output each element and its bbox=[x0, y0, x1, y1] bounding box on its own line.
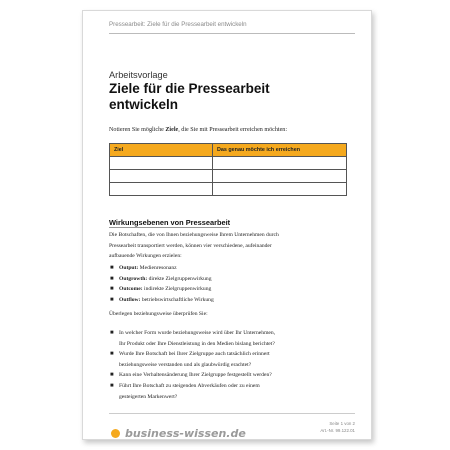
header-divider bbox=[109, 33, 355, 34]
goal-cell[interactable] bbox=[110, 170, 213, 183]
detail-cell[interactable] bbox=[213, 183, 347, 196]
intro-bold: Ziele bbox=[165, 127, 179, 133]
detail-cell[interactable] bbox=[213, 170, 347, 183]
effect-term: Output: bbox=[119, 265, 139, 271]
effect-desc: indirekte Zielgruppenwirkung bbox=[142, 286, 212, 293]
column-header-detail: Das genau möchte ich erreichen bbox=[213, 144, 347, 157]
effect-desc: direkte Zielgruppenwirkung bbox=[147, 275, 212, 282]
goal-cell[interactable] bbox=[110, 157, 213, 170]
column-header-goal: Ziel bbox=[110, 144, 213, 157]
goals-table-header bbox=[110, 144, 347, 157]
intro-text bbox=[109, 127, 287, 133]
running-header: Pressearbeit: Ziele für die Pressearbeit entwickeln bbox=[109, 21, 247, 28]
bullet-icon: ■ bbox=[110, 265, 114, 271]
page-meta bbox=[320, 420, 355, 434]
effect-term: Outgrowth: bbox=[119, 275, 148, 282]
question-line: Führt Ihre Botschaft zu steigenden Abverkäufen oder zu einem bbox=[119, 382, 260, 389]
brand-logo bbox=[111, 426, 246, 440]
title-line-1: Ziele für die Pressearbeit bbox=[109, 81, 270, 96]
table-row bbox=[110, 157, 347, 170]
list-item bbox=[109, 381, 345, 402]
effect-term: Outflow: bbox=[119, 296, 141, 303]
question-line: gesteigerten Markenwert? bbox=[119, 393, 178, 400]
intro-after: , die Sie mit Pressearbeit erreichen möchten: bbox=[178, 127, 288, 133]
article-number: Art.-Nr. 99.122.01 bbox=[320, 428, 355, 433]
section-intro-line: Die Botschaften, die von Ihnen beziehungsweise Ihrem Unternehmen durch bbox=[109, 232, 279, 238]
page-number: Seite 1 von 2 bbox=[329, 421, 355, 426]
list-item bbox=[109, 263, 345, 274]
bullet-icon: ■ bbox=[110, 372, 114, 379]
logo-text: business-wissen.de bbox=[125, 426, 246, 440]
document-kicker: Arbeitsvorlage bbox=[109, 70, 168, 80]
list-item bbox=[109, 349, 345, 370]
list-item bbox=[109, 328, 345, 349]
list-item bbox=[109, 370, 345, 381]
question-line: Ihr Produkt oder Ihre Dienstleistung in den Medien bislang berichtet? bbox=[119, 340, 275, 347]
effects-list bbox=[109, 263, 345, 305]
effect-term: Outcome: bbox=[119, 286, 143, 293]
bullet-icon: ■ bbox=[110, 351, 114, 358]
bullet-icon: ■ bbox=[110, 330, 114, 336]
list-item bbox=[109, 284, 345, 295]
document-page bbox=[82, 10, 372, 440]
document-title bbox=[109, 81, 349, 112]
section-intro bbox=[109, 230, 341, 262]
check-prompt: Überlegen beziehungsweise überprüfen Sie: bbox=[109, 311, 208, 317]
table-row bbox=[110, 183, 347, 196]
section-intro-line: aufbauende Wirkungen erzielen: bbox=[109, 253, 182, 259]
question-line: Kann eine Verhaltensänderung Ihrer Zielgruppe festgestellt werden? bbox=[119, 372, 272, 379]
question-line: beziehungsweise verstanden und als glaubwürdig erachtet? bbox=[119, 361, 252, 368]
intro-before: Notieren Sie mögliche bbox=[109, 127, 166, 133]
bullet-icon: ■ bbox=[110, 382, 114, 389]
goals-table bbox=[109, 143, 347, 196]
question-line: Wurde Ihre Botschaft bei Ihrer Zielgruppe auch tatsächlich erinnert bbox=[119, 351, 270, 358]
bullet-icon: ■ bbox=[110, 275, 114, 282]
effect-desc: Medienresonanz bbox=[138, 265, 177, 271]
bullet-icon: ■ bbox=[110, 286, 114, 293]
title-line-2: entwickeln bbox=[109, 96, 179, 112]
goal-cell[interactable] bbox=[110, 183, 213, 196]
logo-dot-icon bbox=[111, 429, 120, 438]
bullet-icon: ■ bbox=[110, 296, 114, 303]
effect-desc: betriebswirtschaftliche Wirkung bbox=[140, 296, 214, 303]
questions-list bbox=[109, 328, 345, 402]
section-divider bbox=[109, 227, 229, 228]
table-row bbox=[110, 170, 347, 183]
list-item bbox=[109, 295, 345, 306]
footer-divider bbox=[109, 413, 355, 414]
list-item bbox=[109, 274, 345, 285]
section-intro-line: Pressearbeit transportiert werden, können vier verschiedene, aufeinander bbox=[109, 242, 272, 249]
question-line: In welcher Form wurde beziehungsweise wird über Ihr Unternehmen, bbox=[119, 330, 276, 336]
section-heading: Wirkungsebenen von Pressearbeit bbox=[109, 218, 231, 227]
detail-cell[interactable] bbox=[213, 157, 347, 170]
